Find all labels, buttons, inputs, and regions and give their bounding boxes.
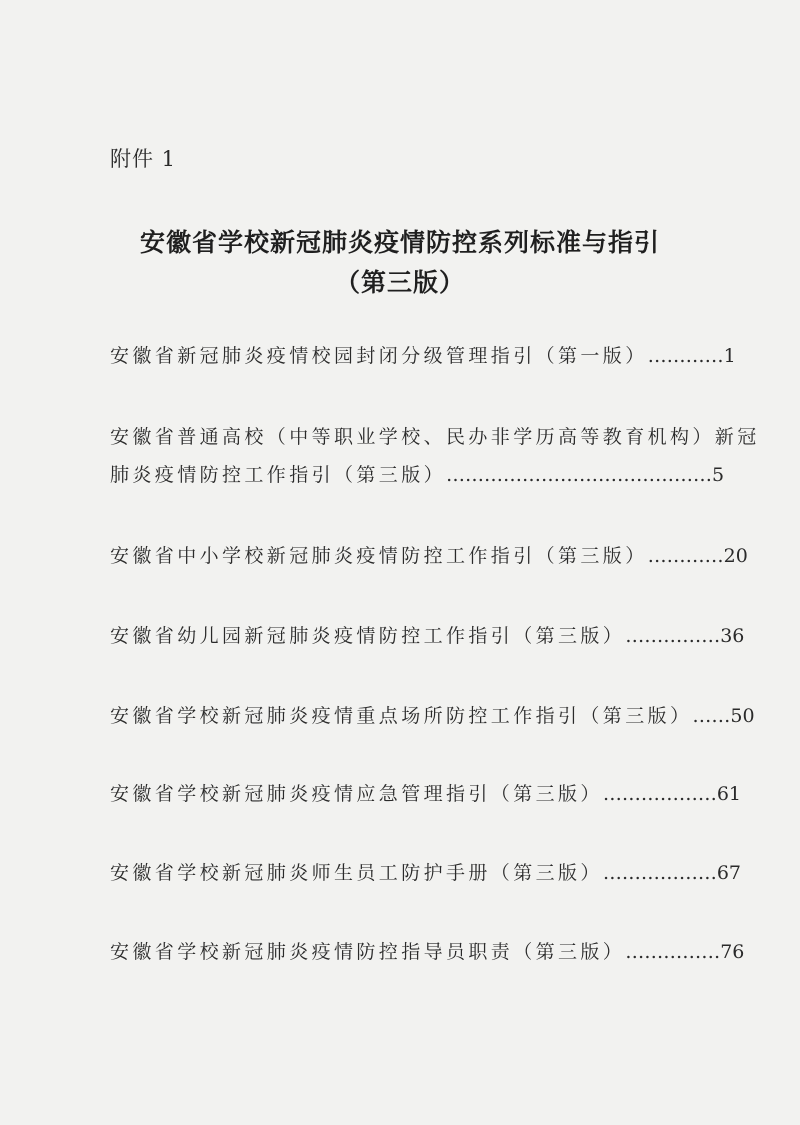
toc-leader: …………… (625, 625, 721, 647)
toc-page-number: 1 (723, 345, 736, 367)
toc-entry-title: 安徽省学校新冠肺炎疫情重点场所防控工作指引（第三版） (110, 705, 693, 727)
toc-entry-title: 安徽省中小学校新冠肺炎疫情防控工作指引（第三版） (110, 545, 648, 567)
attachment-label: 附件 1 (110, 147, 177, 171)
toc-leader: ……………… (602, 783, 717, 805)
toc-page-number: 76 (720, 941, 745, 963)
toc-leader: ………… (647, 545, 724, 567)
toc-entry[interactable] (110, 697, 755, 735)
toc-leader: ………… (647, 345, 724, 367)
toc-entry-title-line-2: 肺炎疫情防控工作指引（第三版） (110, 464, 447, 486)
toc-leader: …… (692, 705, 731, 727)
toc-page-number: 20 (723, 545, 748, 567)
toc-entry[interactable] (110, 537, 748, 575)
document-subtitle: （第三版） (334, 268, 465, 297)
toc-page-number: 5 (712, 464, 725, 486)
toc-entry-title: 安徽省学校新冠肺炎疫情防控指导员职责（第三版） (110, 941, 626, 963)
toc-page-number: 61 (716, 783, 741, 805)
toc-entry[interactable] (110, 617, 745, 655)
toc-entry[interactable] (110, 337, 736, 375)
toc-entry-title: 安徽省学校新冠肺炎师生员工防护手册（第三版） (110, 862, 603, 884)
toc-entry-title: 安徽省学校新冠肺炎疫情应急管理指引（第三版） (110, 783, 603, 805)
toc-entry[interactable] (110, 775, 741, 813)
toc-page-number: 36 (720, 625, 745, 647)
toc-entry-title: 安徽省新冠肺炎疫情校园封闭分级管理指引（第一版） (110, 345, 648, 367)
toc-entry-title-line-1: 安徽省普通高校（中等职业学校、民办非学历高等教育机构）新冠 (110, 426, 760, 448)
toc-entry[interactable] (110, 418, 760, 494)
document-title: 安徽省学校新冠肺炎疫情防控系列标准与指引 (139, 228, 660, 257)
toc-entry[interactable] (110, 933, 745, 971)
toc-leader: …………… (625, 941, 721, 963)
toc-entry[interactable] (110, 854, 741, 892)
toc-page-number: 50 (730, 705, 755, 727)
toc-entry-title: 安徽省幼儿园新冠肺炎疫情防控工作指引（第三版） (110, 625, 626, 647)
toc-leader: ……………… (602, 862, 717, 884)
toc-page-number: 67 (716, 862, 741, 884)
toc-leader: …………………………………… (446, 464, 713, 486)
